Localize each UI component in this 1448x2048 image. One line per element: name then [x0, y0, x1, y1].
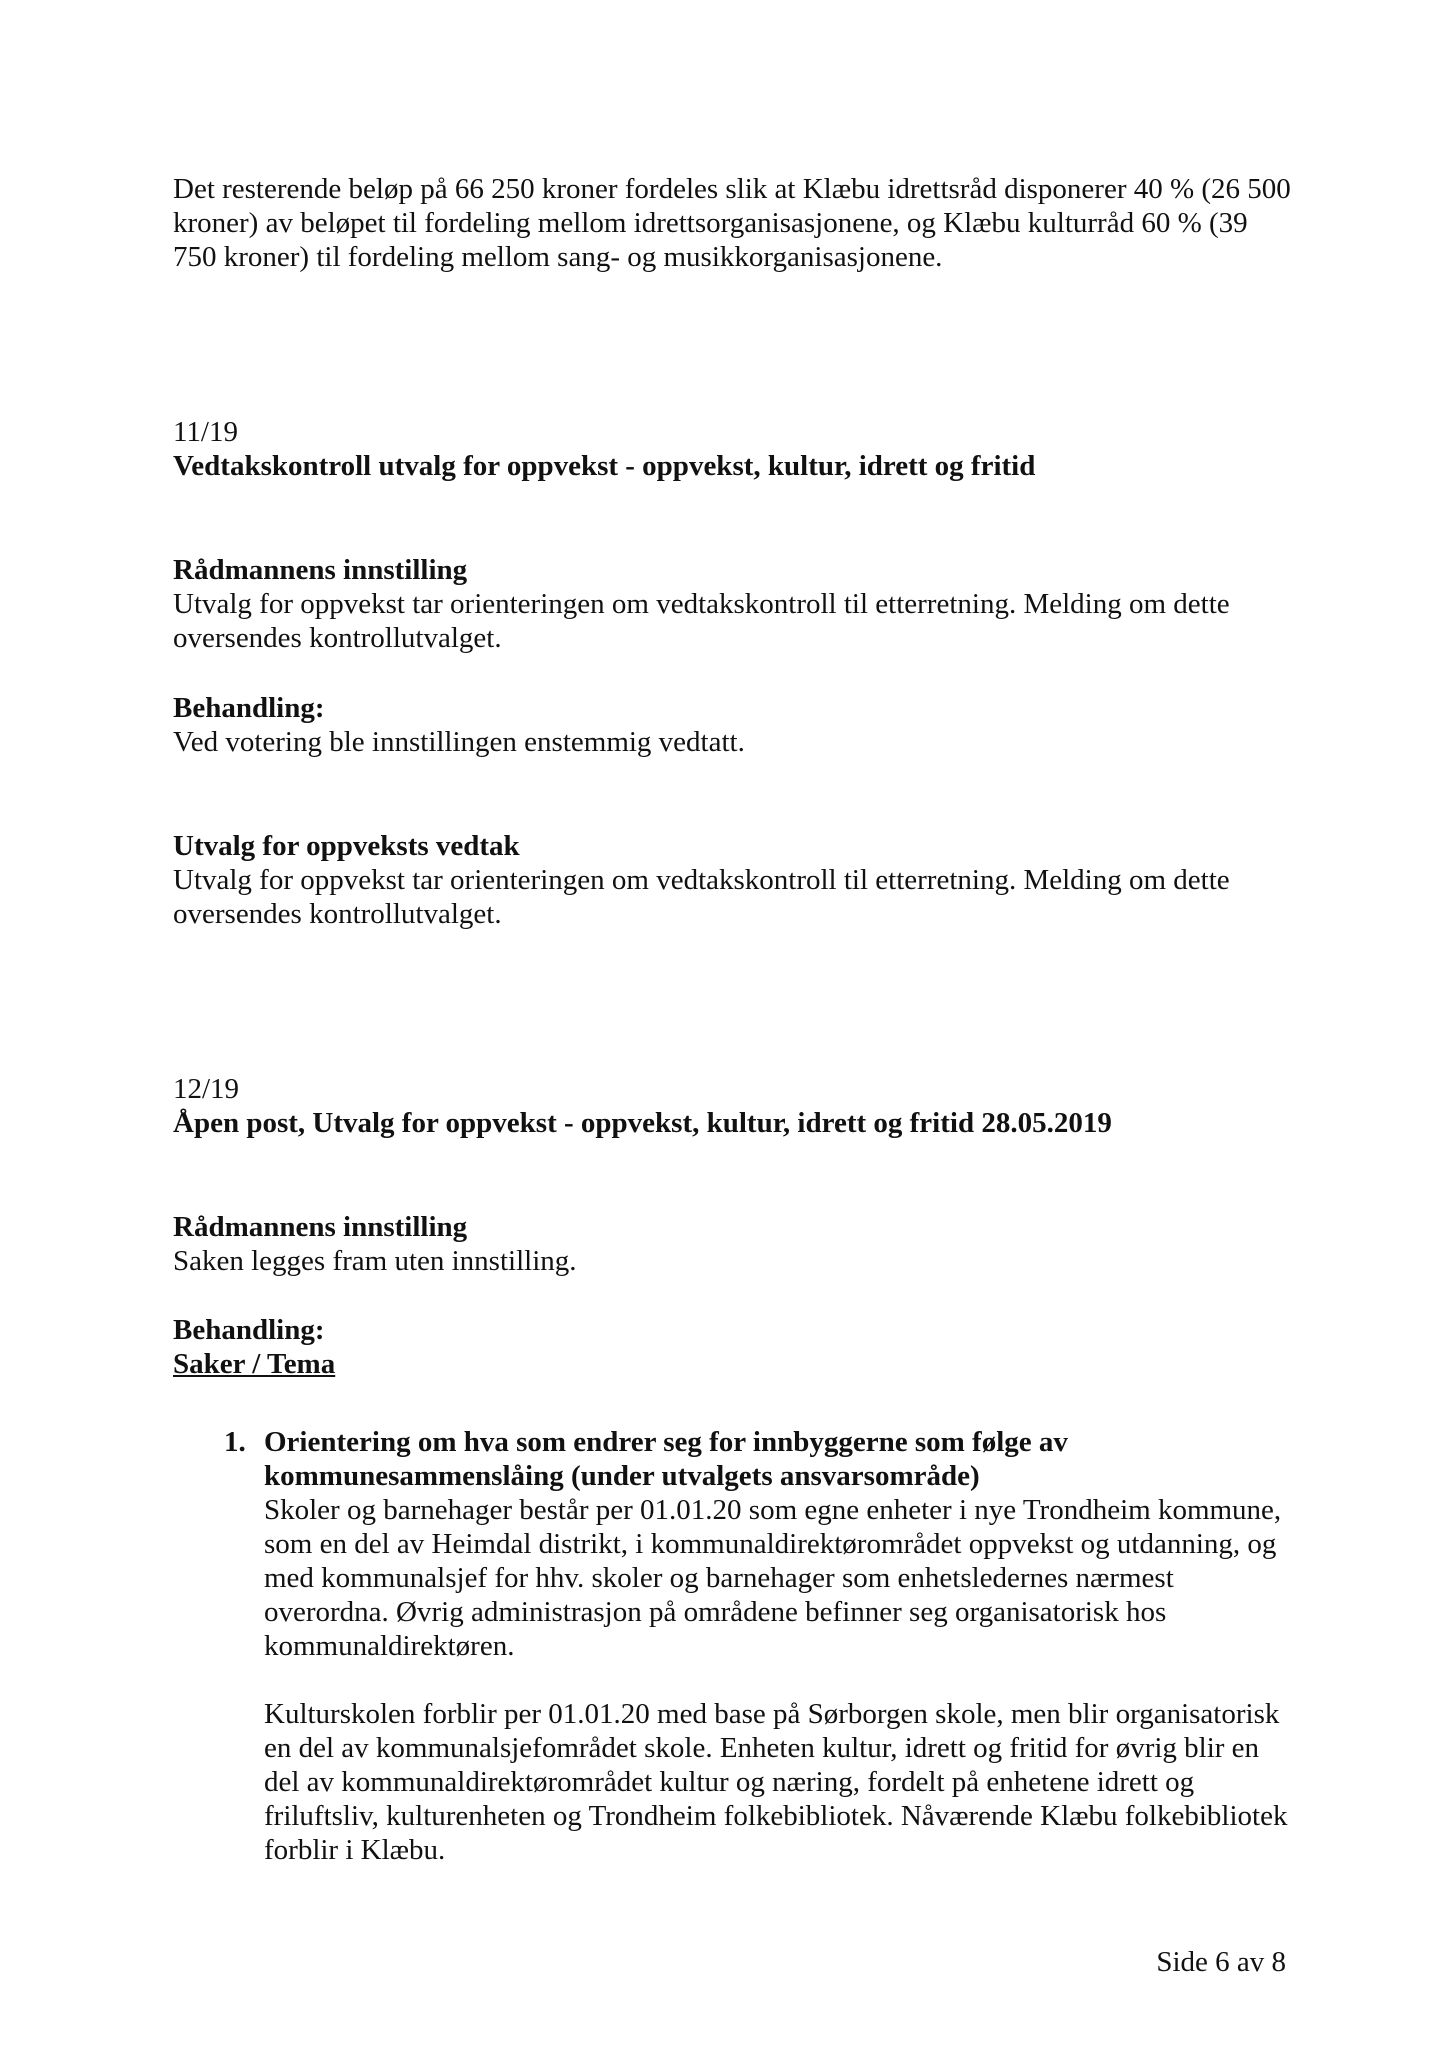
case-12-treatment-heading: Behandling: [173, 1314, 325, 1346]
case-11-decision-heading: Utvalg for oppveksts vedtak [173, 830, 520, 862]
case-11-treatment-text: Ved votering ble innstillingen enstemmig vedtatt. [173, 726, 745, 758]
case-12-recommendation-text: Saken legges fram uten innstilling. [173, 1245, 577, 1277]
case-11-title: Vedtakskontroll utvalg for oppvekst - oppvekst, kultur, idrett og fritid [173, 450, 1036, 482]
case-11-recommendation-heading: Rådmannens innstilling [173, 554, 468, 586]
page-number: Side 6 av 8 [1156, 1946, 1286, 1978]
list-item-paragraph-1: Skoler og barnehager består per 01.01.20 som egne enheter i nye Trondheim kommune, som en del av Heimdal distrikt, i kommunaldirektørområdet oppvekst og utdanning, og med kommunalsjef for hhv. skoler og barnehager som enhetsledernes nærmest overordna. Øvrig administrasjon på områdene befinner seg organisatorisk hos kommunaldirektøren. [264, 1494, 1282, 1662]
case-11-recommendation-text: Utvalg for oppvekst tar orienteringen om vedtakskontroll til etterretning. Melding om dette oversendes kontrollutvalget. [173, 588, 1230, 654]
case-12-recommendation-heading: Rådmannens innstilling [173, 1211, 468, 1243]
list-item [224, 1425, 1294, 1867]
topics-heading: Saker / Tema [173, 1348, 336, 1380]
case-12-title: Åpen post, Utvalg for oppvekst - oppvekst, kultur, idrett og fritid 28.05.2019 [173, 1107, 1112, 1139]
list-item-paragraph-2: Kulturskolen forblir per 01.01.20 med base på Sørborgen skole, men blir organisatorisk en del av kommunalsjefområdet skole. Enheten kultur, idrett og fritid for øvrig blir en del av kommunaldirektørområdet kultur og næring, fordelt på enhetene idrett og friluftsliv, kulturenheten og Trondheim folkebibliotek. Nåværende Klæbu folkebibliotek forblir i Klæbu. [264, 1698, 1288, 1866]
case-11-number: 11/19 [173, 416, 238, 448]
topics-heading-wrap [173, 1347, 1293, 1381]
intro-paragraph: Det resterende beløp på 66 250 kroner fordeles slik at Klæbu idrettsråd disponerer 40 % (26 500 kroner) av beløpet til fordeling mellom idrettsorganisasjonene, og Klæbu kulturråd 60 % (39 750 kroner) til fordeling mellom sang- og musikkorganisasjonene. [173, 173, 1291, 273]
list-item-title: Orientering om hva som endrer seg for innbyggerne som følge av kommunesammenslåing (under utvalgets ansvarsområde) [264, 1426, 1068, 1492]
case-11-treatment-heading: Behandling: [173, 692, 325, 724]
list-item-number: 1. [224, 1426, 246, 1458]
case-12-number: 12/19 [173, 1073, 240, 1105]
case-11-decision-text: Utvalg for oppvekst tar orienteringen om vedtakskontroll til etterretning. Melding om dette oversendes kontrollutvalget. [173, 864, 1230, 930]
